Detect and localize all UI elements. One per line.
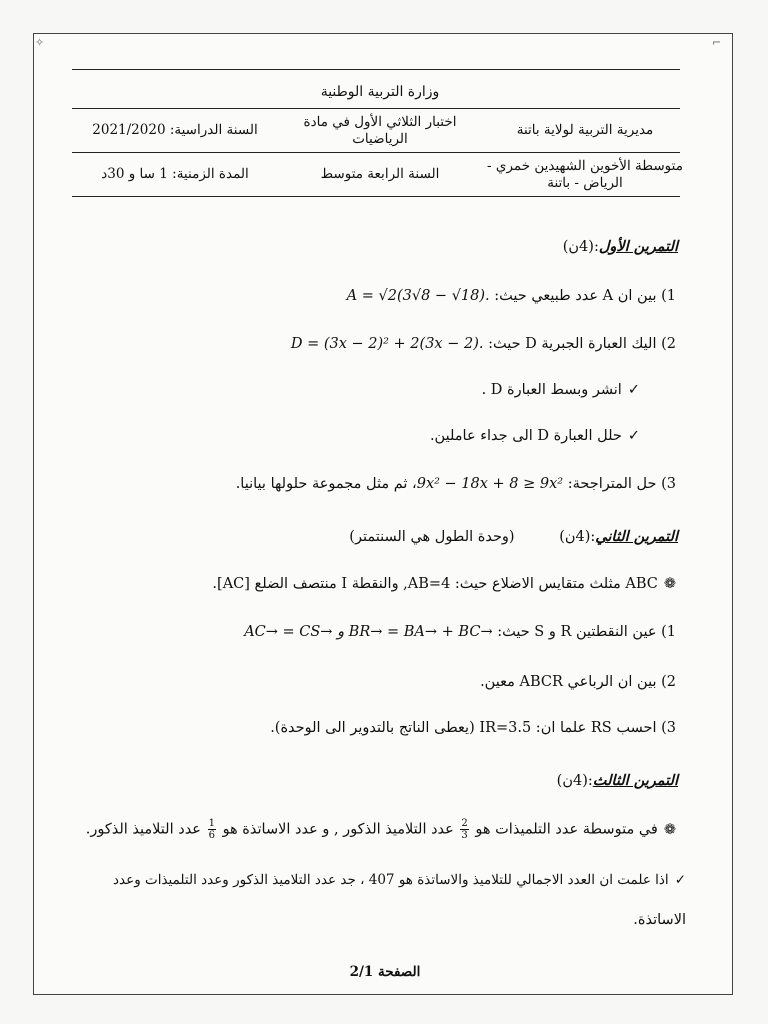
exercise-3-question: ✓اذا علمت ان العدد الاجمالي للتلاميذ والاساتذة هو 407 ، جد عدد التلاميذ الذكور وعدد التلميذات وعدد	[113, 872, 686, 888]
exercise-1-task-factor: ✓حلل العبارة D الى جداء عاملين.	[429, 428, 640, 444]
exercise-1-question-3: 3) حل المتراجحة: 9x² − 18x + 8 ≥ 9x²، ثم مثل مجموعة حلولها بيانيا.	[235, 476, 676, 492]
header-bottom-rule	[72, 196, 680, 197]
inequality: 9x² − 18x + 8 ≥ 9x²	[416, 476, 564, 492]
flower-icon: ❁	[663, 576, 676, 592]
exercise-3-intro: ❁في متوسطة عدد التلميذات هو $\frac{2}{3}$ عدد التلاميذ الذكور , و عدد الاساتذة هو $\frac{1}{6}$ عدد التلاميذ الذكور.	[85, 818, 676, 841]
exercise-2-intro: ❁ABC مثلث متقايس الاضلاع حيث: AB=4, والنقطة I منتصف الضلع [AC].	[212, 576, 676, 592]
exercise-3-heading: التمرين الثالث:(4ن)	[556, 772, 678, 789]
page-number: الصفحة 2/1	[349, 964, 421, 980]
exercise-2-heading: التمرين الثاني:(4ن) (وحدة الطول هي السنتمتر)	[349, 528, 678, 545]
exam-title: اختبار الثلاثي الأول في مادة الرياضيات	[303, 114, 457, 147]
expression-a: A = √2(3√8 − √18).	[346, 288, 490, 304]
exercise-2-question-2: 2) بين ان الرباعي ABCR معين.	[480, 674, 676, 690]
checkmark-icon: ✓	[627, 382, 640, 398]
fraction-two-thirds: $\frac{2}{3}$	[461, 818, 468, 841]
checkmark-icon: ✓	[674, 872, 686, 888]
corner-mark-icon: ✧	[35, 36, 45, 49]
exercise-1-heading: التمرين الأول:(4ن)	[562, 238, 678, 255]
directorate: مديرية التربية لولاية باتنة	[516, 122, 654, 138]
level: السنة الرابعة متوسط	[320, 166, 440, 182]
expression-d: D = (3x − 2)² + 2(3x − 2).	[290, 336, 484, 352]
exercise-2-question-1: 1) عين النقطتين R و S حيث: AC→ = CS→ و BR→ = BA→ + BC→	[244, 624, 676, 640]
vector-relations: AC→ = CS→ و BR→ = BA→ + BC→	[244, 624, 493, 640]
exercise-3-question-cont: الاساتذة.	[633, 912, 686, 928]
school-name: متوسطة الأخوين الشهيدين خمري - الرياض - باتنة	[487, 158, 683, 191]
exercise-1-question-2: 2) اليك العبارة الجبرية D حيث: D = (3x − 2)² + 2(3x − 2).	[290, 336, 676, 352]
header-top-rule	[72, 69, 680, 70]
checkmark-icon: ✓	[627, 428, 640, 444]
corner-mark-icon: ⌐	[712, 36, 722, 49]
duration: المدة الزمنية: 1 سا و 30د	[101, 166, 249, 182]
header-rule	[72, 152, 680, 153]
exercise-1-question-1: 1) بين ان A عدد طبيعي حيث: A = √2(3√8 − √18).	[346, 288, 676, 304]
flower-icon: ❁	[663, 821, 676, 838]
fraction-one-sixth: $\frac{1}{6}$	[208, 818, 215, 841]
exercise-2-question-3: 3) احسب RS علما ان: IR=3.5 (يعطى الناتج بالتدوير الى الوحدة).	[270, 720, 676, 736]
ministry-name: وزارة التربية الوطنية	[320, 84, 440, 100]
header-rule	[72, 108, 680, 109]
school-year: السنة الدراسية: 2021/2020	[92, 122, 258, 138]
unit-note: (وحدة الطول هي السنتمتر)	[349, 529, 515, 545]
exercise-1-task-expand: ✓انشر وبسط العبارة D .	[481, 382, 640, 398]
